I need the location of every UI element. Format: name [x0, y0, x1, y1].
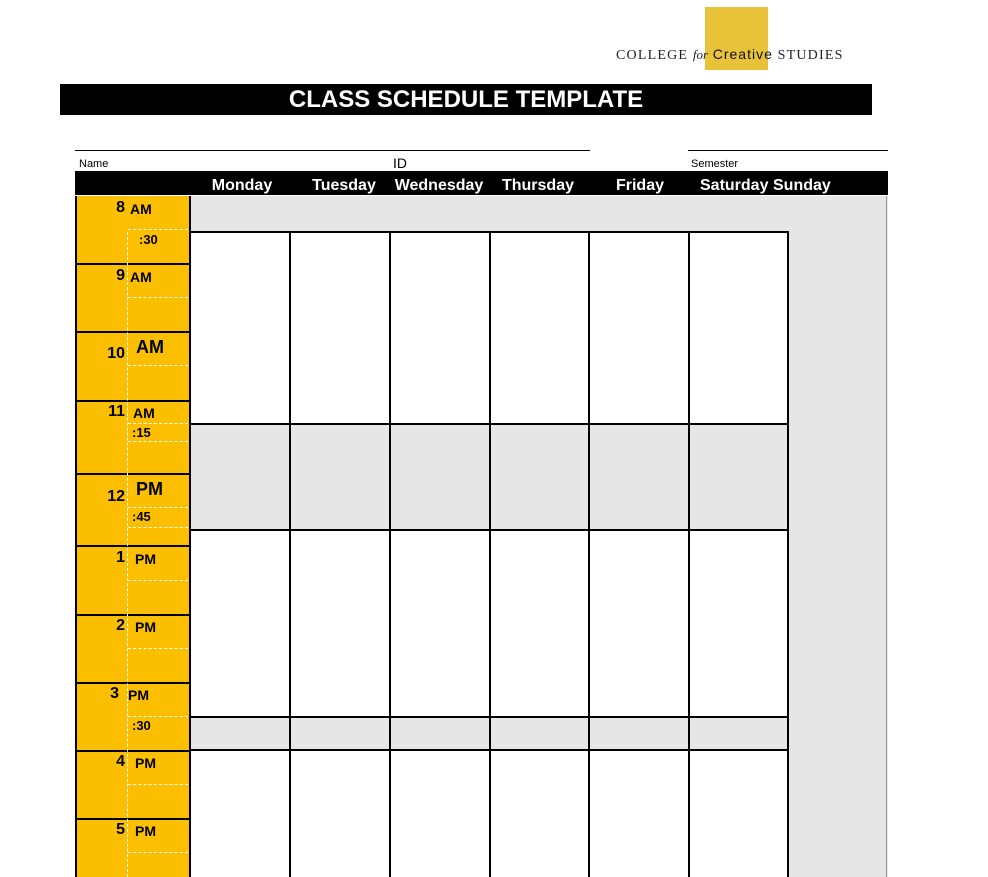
time-2-ampm: PM: [135, 619, 156, 635]
grid-line: [886, 196, 887, 877]
half-hour-divider: [128, 507, 188, 508]
logo-college: COLLEGE: [616, 48, 689, 63]
logo-studies: STUDIES: [777, 48, 844, 63]
half-hour-divider: [128, 716, 188, 717]
hour-divider: [76, 614, 191, 616]
half-hour-divider: [128, 852, 188, 853]
time-3-ampm: PM: [128, 687, 149, 703]
logo-for: for: [692, 47, 709, 62]
id-label: ID: [393, 155, 407, 171]
time-10-ampm: AM: [136, 337, 164, 357]
half-hour-column-divider: [127, 232, 128, 877]
time-830: :30: [139, 232, 158, 247]
day-tuesday: Tuesday: [312, 177, 376, 194]
time-12-ampm: PM: [136, 479, 163, 499]
row-8am-shaded: [191, 196, 888, 231]
college-logo: [616, 46, 856, 64]
day-wednesday: Wednesday: [394, 177, 484, 194]
hour-divider: [76, 818, 191, 820]
time-1245: :45: [132, 509, 151, 524]
time-5-hour: 5: [116, 821, 125, 838]
sunday-column-shaded: [789, 196, 888, 877]
grid-line: [588, 231, 590, 877]
time-8-ampm: AM: [130, 201, 152, 217]
time-column: [76, 196, 191, 877]
time-12-hour: 12: [107, 488, 125, 505]
name-id-line: [75, 150, 590, 151]
time-column-border: [75, 196, 77, 877]
grid-line: [289, 231, 291, 877]
time-9-hour: 9: [116, 267, 125, 284]
grid-line: [489, 231, 491, 877]
hour-divider: [76, 400, 191, 402]
time-1115: :15: [132, 425, 151, 440]
time-11-ampm: AM: [133, 405, 155, 421]
logo-creative: Creative: [712, 46, 773, 62]
half-hour-divider: [128, 229, 188, 230]
day-monday: Monday: [211, 177, 273, 194]
hour-divider: [76, 750, 191, 752]
half-hour-divider: [128, 441, 188, 442]
half-hour-divider: [128, 423, 188, 424]
day-saturday: Saturday: [700, 177, 769, 194]
time-5-ampm: PM: [135, 823, 156, 839]
time-8-hour: 8: [116, 199, 125, 216]
grid-line: [688, 231, 690, 877]
day-thursday: Thursday: [501, 177, 574, 194]
day-sunday: Sunday: [773, 177, 831, 194]
time-11-hour: 11: [108, 403, 125, 420]
time-1-ampm: PM: [135, 551, 156, 567]
half-hour-divider: [128, 784, 188, 785]
time-330: :30: [132, 718, 151, 733]
half-hour-divider: [128, 580, 188, 581]
hour-divider: [76, 331, 191, 333]
name-label: Name: [79, 158, 109, 170]
hour-divider: [76, 263, 191, 265]
time-9-ampm: AM: [130, 269, 152, 285]
hour-divider: [76, 473, 191, 475]
semester-label: Semester: [691, 158, 739, 170]
half-hour-divider: [128, 297, 188, 298]
grid-line: [389, 231, 391, 877]
time-10-hour: 10: [107, 345, 125, 362]
half-hour-divider: [128, 365, 188, 366]
time-1-hour: 1: [116, 549, 125, 566]
half-hour-divider: [128, 648, 188, 649]
page-title: CLASS SCHEDULE TEMPLATE: [60, 84, 872, 115]
hour-divider: [76, 545, 191, 547]
time-2-hour: 2: [116, 617, 125, 634]
hour-divider: [76, 682, 191, 684]
day-friday: Friday: [615, 177, 664, 194]
grid-line: [787, 231, 789, 877]
time-3-hour: 3: [110, 685, 119, 702]
time-column-border: [189, 196, 191, 877]
semester-line: [688, 150, 888, 151]
time-4-ampm: PM: [135, 755, 156, 771]
time-4-hour: 4: [116, 753, 125, 770]
half-hour-divider: [128, 527, 188, 528]
